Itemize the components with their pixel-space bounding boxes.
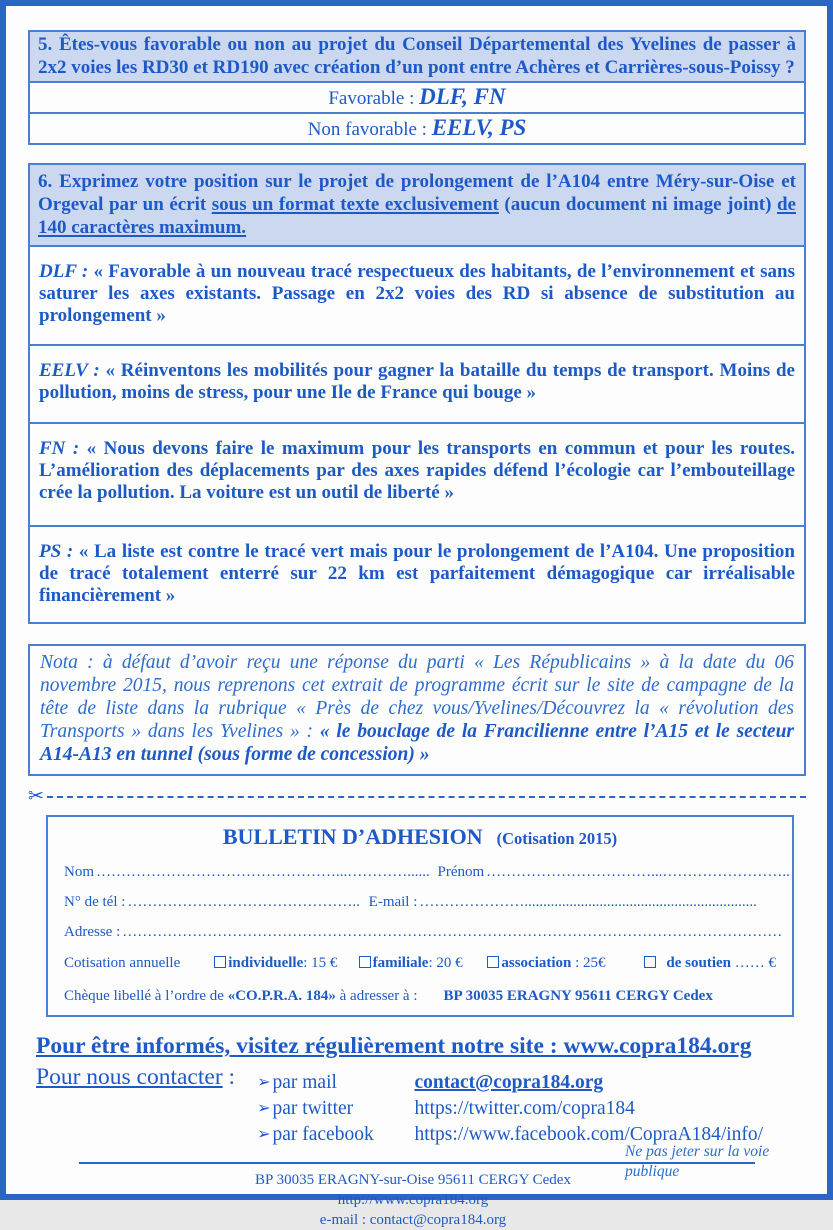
name-label: Nom xyxy=(64,864,94,880)
phone-label: N° de tél : xyxy=(64,894,126,910)
arrow-icon: ➢ xyxy=(257,1100,271,1117)
email-field[interactable]: ………………….............................................................. xyxy=(419,894,757,910)
nota-quote-bold: « le bouclage de la Francilienne entre l’A15 et le secteur A14-A13 en tunnel (sous forme de concession) » xyxy=(40,721,795,765)
contact-email-link[interactable]: contact@copra184.org xyxy=(414,1072,604,1093)
contact-label xyxy=(36,1064,235,1148)
individual-price: : 15 € xyxy=(303,955,338,971)
membership-fee-line xyxy=(64,955,776,972)
support-label: de soutien xyxy=(666,955,732,971)
q5-favorable-parties: DLF, FN xyxy=(419,84,506,109)
party-label-ps: PS : xyxy=(39,541,74,562)
scissors-icon: ✂ xyxy=(28,786,44,807)
firstname-label: Prénom xyxy=(437,864,485,880)
footer-address-block xyxy=(133,1170,693,1230)
cheque-org-name: «CO.P.R.A. 184» xyxy=(227,988,336,1004)
individual-checkbox[interactable] xyxy=(214,956,226,968)
q6-text-underlined2: de 140 caractères maximum. xyxy=(38,194,796,238)
contact-method-mail: par mail xyxy=(272,1072,337,1093)
q5-favorable-row xyxy=(30,81,804,112)
response-eelv xyxy=(30,344,804,422)
contact-facebook-link[interactable]: https://www.facebook.com/CopraA184/info/ xyxy=(414,1124,764,1145)
question-6-box xyxy=(28,163,806,624)
footer-email[interactable]: e-mail : contact@copra184.org xyxy=(319,1212,507,1228)
contact-label-colon: : xyxy=(222,1064,236,1090)
nota-text: Nota : à défaut d’avoir reçu une réponse du parti « Les Républicains » à la date du 06 novembre 2015, nous reprenons cet extrait de programme écrit sur le site de campagne de la tête de liste dans la rubrique « Près de chez vous/Yvelines/Découvrez la « révolution des Transports » dans les Yvelines » : xyxy=(40,652,794,742)
party-label-eelv: EELV : xyxy=(39,360,100,381)
footer-postal-address: BP 30035 ERAGNY-sur-Oise 95611 CERGY Cedex xyxy=(255,1172,571,1188)
form-subtitle-text: (Cotisation 2015) xyxy=(496,829,618,848)
response-dlf xyxy=(30,245,804,344)
name-field[interactable]: …………………………………………...…………...... xyxy=(96,864,430,880)
quote-fn: « Nous devons faire le maximum pour les transports en commun et pour les routes. L’amélioration des déplacements par des axes rapides défend l’écologie car l’embouteillage crée la pollution. La voiture est un outil de liberté » xyxy=(39,438,795,503)
q6-text-part1: 6. Exprimez votre position sur le projet de prolongement de l’A104 entre Méry-sur-Oise et Orgeval par un écrit xyxy=(38,171,796,215)
cheque-pre-text: Chèque libellé à l’ordre de xyxy=(64,988,228,1004)
party-label-fn: FN : xyxy=(39,438,80,459)
arrow-icon: ➢ xyxy=(257,1126,271,1143)
support-price: …… € xyxy=(731,955,777,971)
fee-option-family xyxy=(359,955,463,972)
contact-label-text: Pour nous contacter xyxy=(36,1064,223,1090)
family-checkbox[interactable] xyxy=(359,956,371,968)
arrow-icon: ➢ xyxy=(257,1074,271,1091)
quote-ps: « La liste est contre le tracé vert mais pour le prolongement de l’A104. Une proposition de tracé totalement enterré sur 22 km est parfaitement démagogique car irréalisable financièrement » xyxy=(39,541,796,606)
contact-items xyxy=(257,1064,763,1148)
quote-eelv: « Réinventons les mobilités pour gagner la bataille du temps de transport. Moins de pollution, moins de stress, pour une Ile de France qui bouge » xyxy=(39,360,795,403)
website-banner-link[interactable]: Pour être informés, visitez régulièrement notre site : www.copra184.org xyxy=(36,1033,752,1059)
contact-item-mail xyxy=(257,1070,763,1096)
do-not-litter-note: Ne pas jeter sur la voie publique xyxy=(625,1143,770,1180)
question-6-text xyxy=(30,165,804,245)
fee-intro-label: Cotisation annuelle xyxy=(64,955,181,971)
association-checkbox[interactable] xyxy=(487,956,499,968)
contact-item-twitter xyxy=(257,1096,763,1122)
response-fn xyxy=(30,422,804,525)
individual-label: individuelle xyxy=(228,955,304,971)
party-label-dlf: DLF : xyxy=(39,261,89,282)
family-label: familiale xyxy=(372,955,429,971)
cheque-address: BP 30035 ERAGNY 95611 CERGY Cedex xyxy=(443,988,713,1004)
address-line xyxy=(64,924,783,941)
question-5-box xyxy=(28,30,806,145)
nota-box xyxy=(28,644,806,776)
contact-twitter-link[interactable]: https://twitter.com/copra184 xyxy=(414,1098,635,1119)
fee-option-support xyxy=(644,955,776,972)
contact-method-twitter: par twitter xyxy=(272,1098,354,1119)
footer-website[interactable]: http://www.copra184.org xyxy=(337,1192,489,1208)
phone-email-line xyxy=(64,894,776,911)
cut-line xyxy=(28,787,806,806)
form-title-text: BULLETIN D’ADHESION xyxy=(222,824,483,849)
address-field[interactable]: …………………………………………………………………………………………………………………… xyxy=(122,924,783,940)
contact-method-facebook: par facebook xyxy=(272,1124,374,1145)
family-price: : 20 € xyxy=(428,955,463,971)
response-ps xyxy=(30,525,804,622)
cheque-mid-text: à adresser à : xyxy=(335,988,418,1004)
name-line xyxy=(64,864,790,881)
fee-option-association xyxy=(487,955,605,972)
support-checkbox[interactable] xyxy=(644,956,656,968)
q5-nonfavorable-label: Non favorable : xyxy=(307,119,432,140)
address-label: Adresse : xyxy=(64,924,121,940)
q5-favorable-label: Favorable : xyxy=(328,88,420,109)
q6-text-part2: (aucun document ni image joint) xyxy=(498,194,777,215)
membership-form-box xyxy=(46,815,794,1017)
association-label: association xyxy=(501,955,572,971)
firstname-field[interactable]: ……………………………...…………………….. xyxy=(486,864,790,880)
cut-dashed-line xyxy=(47,796,806,798)
contact-section xyxy=(36,1064,806,1148)
q5-nonfavorable-parties: EELV, PS xyxy=(431,115,527,140)
email-label: E-mail : xyxy=(368,894,418,910)
cheque-line xyxy=(64,988,776,1005)
membership-form-title xyxy=(64,824,776,850)
question-5-text: 5. Êtes-vous favorable ou non au projet du Conseil Départemental des Yvelines de passer à 2x2 voies les RD30 et RD190 avec création d’un pont entre Achères et Carrières-sous-Poissy ? xyxy=(30,32,804,81)
q6-text-underlined1: sous un format texte exclusivement xyxy=(211,194,499,215)
q5-nonfavorable-row xyxy=(30,112,804,143)
association-price: : 25€ xyxy=(571,955,606,971)
phone-field[interactable]: ……………………………………….. xyxy=(127,894,360,910)
fee-option-individual xyxy=(214,955,337,972)
quote-dlf: « Favorable à un nouveau tracé respectueux des habitants, de l’environnement et sans saturer les axes existants. Passage en 2x2 voies des RD si absence de substitution au prolongement » xyxy=(39,261,795,326)
